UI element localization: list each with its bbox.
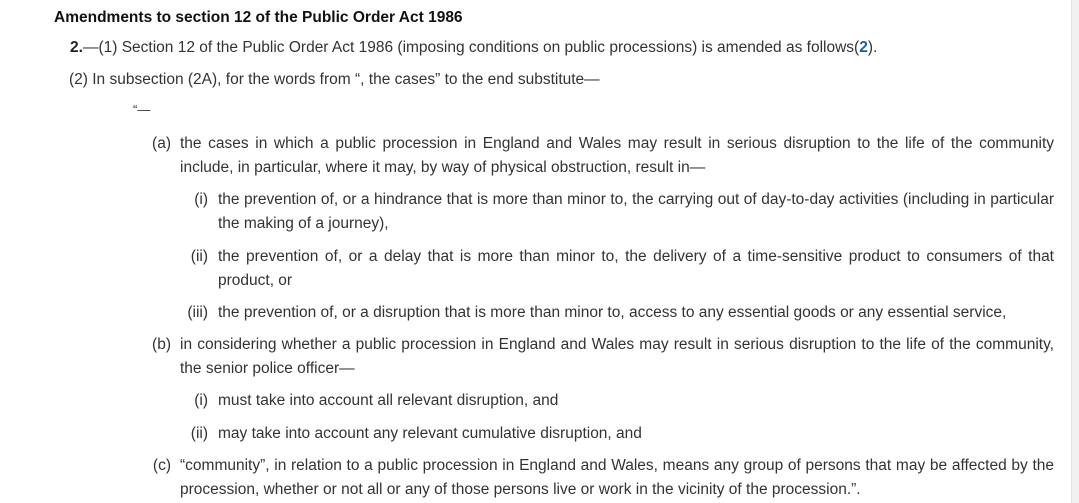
- para-a-ii-label: (ii): [190, 248, 208, 265]
- subsection-1-text-end: ).: [867, 39, 878, 56]
- vertical-scrollbar[interactable]: [1071, 0, 1079, 503]
- para-b-i-label: (i): [194, 392, 208, 409]
- subsection-1: [70, 36, 877, 60]
- para-c-label: (c): [152, 457, 171, 474]
- quote-open: “—: [133, 102, 151, 117]
- para-a-text: the cases in which a public procession in England and Wales may result in serious disruption to the life of the community include, in particular, where it may, by way of physical obstruction, result in—: [180, 135, 1054, 176]
- para-a-ii-text: the prevention of, or a delay that is more than minor to, the delivery of a time-sensitive product to consumers of that product, or: [218, 248, 1054, 289]
- para-b-i-text: must take into account all relevant disruption, and: [218, 392, 559, 409]
- para-a-i-text: the prevention of, or a hindrance that is more than minor to, the carrying out of day-to-day activities (including in particular the making of a journey),: [218, 191, 1054, 232]
- para-a-i-label: (i): [194, 191, 208, 208]
- para-a-iii-label: (iii): [187, 304, 208, 321]
- subsection-2: (2) In subsection (2A), for the words from “, the cases” to the end substitute—: [69, 71, 600, 88]
- para-a-label: (a): [152, 135, 171, 152]
- para-a-iii-text: the prevention of, or a disruption that is more than minor to, access to any essential goods or any essential service,: [218, 304, 1007, 321]
- para-c-text: “community”, in relation to a public procession in England and Wales, means any group of persons that may be affected by the procession, whether or not all or any of those persons live or work in the vicinity of the procession.”.: [180, 457, 1054, 498]
- para-b-ii-label: (ii): [190, 425, 208, 442]
- section-number: 2.: [70, 39, 83, 56]
- para-b-label: (b): [152, 336, 171, 353]
- para-b-ii-text: may take into account any relevant cumulative disruption, and: [218, 425, 642, 442]
- para-b-text: in considering whether a public procession in England and Wales may result in serious disruption to the life of the community, the senior police officer—: [180, 336, 1054, 377]
- footnote-link[interactable]: 2: [859, 39, 868, 56]
- section-heading: Amendments to section 12 of the Public Order Act 1986: [54, 9, 463, 26]
- subsection-1-text: —(1) Section 12 of the Public Order Act 1986 (imposing conditions on public processions) is amended as follows(: [82, 39, 860, 56]
